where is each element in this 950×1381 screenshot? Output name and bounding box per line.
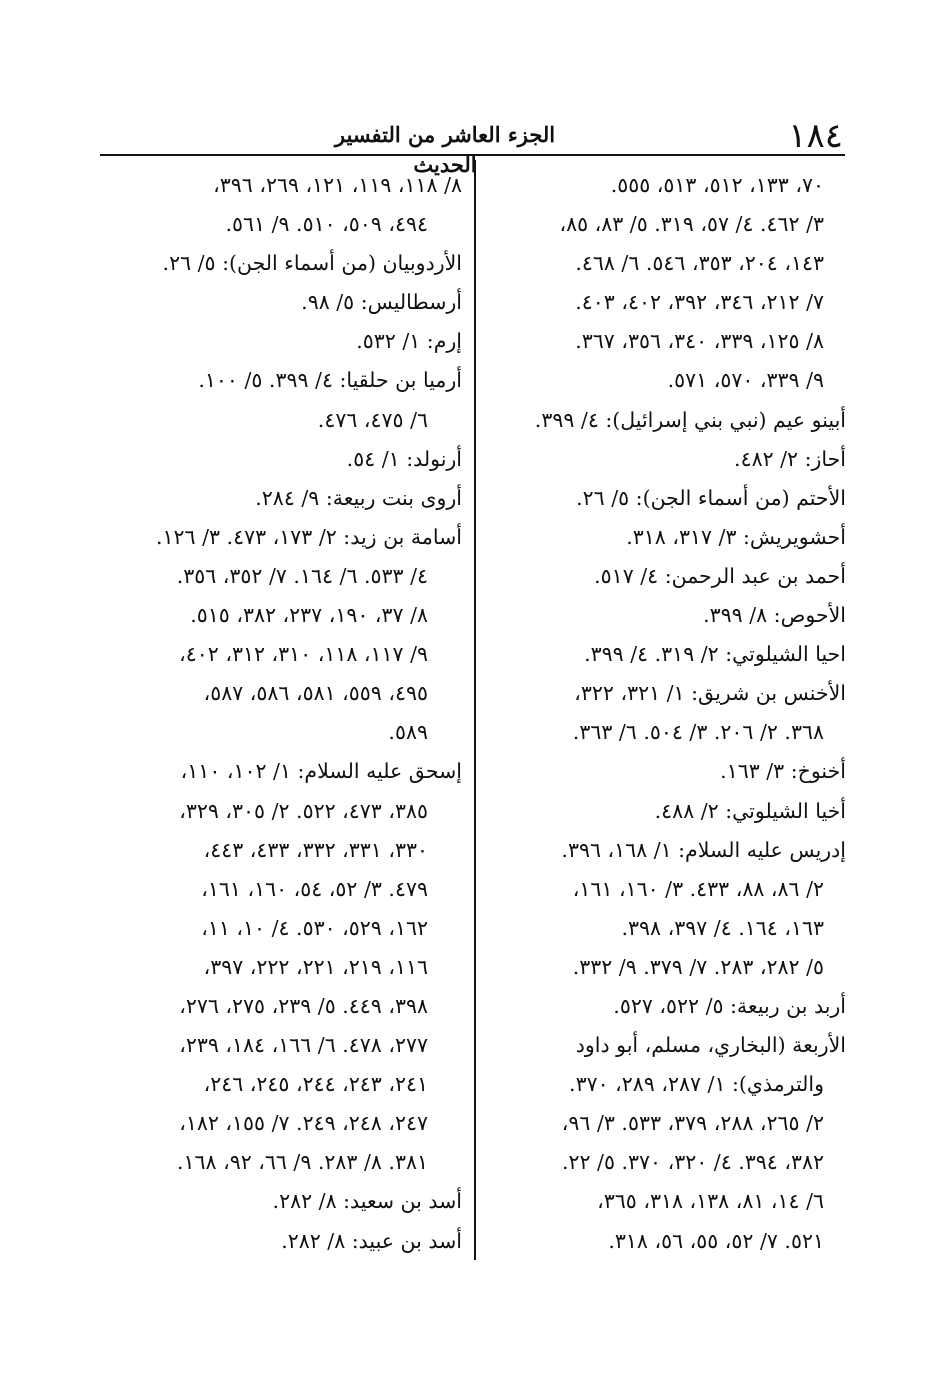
index-continuation-line: ٣/ ٤٦٢. ٤/ ٥٧، ٣١٩. ٥/ ٨٣، ٨٥، (559, 212, 824, 237)
index-continuation-line: ٢٤٧، ٢٤٨، ٢٤٩. ٧/ ١٥٥، ١٨٢، (179, 1111, 428, 1136)
index-entry-line: أرميا بن حلقيا: ٤/ ٣٩٩. ٥/ ١٠٠. (198, 368, 462, 393)
index-entry-line: الأحتم (من أسماء الجن): ٥/ ٢٦. (576, 485, 846, 510)
index-entry-line: أسد بن عبيد: ٨/ ٢٨٢. (281, 1228, 462, 1253)
index-entry-line: أحمد بن عبد الرحمن: ٤/ ٥١٧. (594, 563, 846, 588)
index-continuation-line: ٣٨٢، ٣٩٤. ٤/ ٣٢٠، ٣٧٠. ٥/ ٢٢. (561, 1150, 824, 1175)
index-continuation-line: ٢/ ٢٦٥، ٢٨٨، ٣٧٩، ٥٣٣. ٣/ ٩٦، (561, 1111, 824, 1136)
index-continuation-line: ٨/ ١٢٥، ٣٣٩، ٣٤٠، ٣٥٦، ٣٦٧. (575, 329, 824, 354)
index-continuation-line: ١٤٣، ٢٠٤، ٣٥٣، ٥٤٦. ٦/ ٤٦٨. (575, 251, 824, 276)
index-continuation-line: ٧/ ٢١٢، ٣٤٦، ٣٩٢، ٤٠٢، ٤٠٣. (575, 290, 824, 315)
index-continuation-line: ٥٨٩. (388, 720, 428, 745)
index-entry-line: أرنولد: ١/ ٥٤. (346, 446, 462, 471)
running-title: الجزء العاشر من التفسير الحديث (334, 122, 556, 177)
index-entry-line: الأحوص: ٨/ ٣٩٩. (703, 603, 846, 628)
index-entry-line: الأربعة (البخاري، مسلم، أبو داود (575, 1033, 846, 1058)
index-column-left (100, 166, 462, 1261)
index-entry-line: أسامة بن زيد: ٢/ ١٧٣، ٤٧٣. ٣/ ١٢٦. (156, 524, 462, 549)
column-rule (474, 160, 476, 1260)
index-continuation-line: ٤٩٤، ٥٠٩، ٥١٠. ٩/ ٥٦١. (225, 212, 428, 237)
index-continuation-line: ٣٣٠، ٣٣١، ٣٣٢، ٤٣٣، ٤٤٣، (203, 837, 428, 862)
index-continuation-line: ٩/ ٣٣٩، ٥٧٠، ٥٧١. (667, 368, 824, 393)
index-continuation-line: ٣٦٨. ٢/ ٢٠٦. ٣/ ٥٠٤. ٦/ ٣٦٣. (572, 720, 824, 745)
index-entry-line: احيا الشيلوتي: ٢/ ٣١٩. ٤/ ٣٩٩. (584, 642, 846, 667)
index-entry-line: إرم: ١/ ٥٣٢. (356, 329, 462, 354)
index-entry-line: أروى بنت ربيعة: ٩/ ٢٨٤. (255, 485, 462, 510)
index-continuation-line: ١١٦، ٢١٩، ٢٢١، ٢٢٢، ٣٩٧، (203, 954, 428, 979)
index-entry-line: إدريس عليه السلام: ١/ ١٦٨، ٣٩٦. (561, 837, 846, 862)
index-continuation-line: ٤٩٥، ٥٥٩، ٥٨١، ٥٨٦، ٥٨٧، (203, 681, 428, 706)
index-continuation-line: ٤٧٩. ٣/ ٥٢، ٥٤، ١٦٠، ١٦١، (201, 876, 428, 901)
index-entry-line: إسحق عليه السلام: ١/ ١٠٢، ١١٠، (180, 759, 462, 784)
index-continuation-line: ٣٨١. ٨/ ٢٨٣. ٩/ ٦٦، ٩٢، ١٦٨. (176, 1150, 428, 1175)
index-continuation-line: ٩/ ١١٧، ١١٨، ٣١٠، ٣١٢، ٤٠٢، (179, 642, 428, 667)
index-entry-line: الأردوبيان (من أسماء الجن): ٥/ ٢٦. (162, 251, 462, 276)
index-continuation-line: ٨/ ٣٧، ١٩٠، ٢٣٧، ٣٨٢، ٥١٥. (190, 603, 428, 628)
index-entry-line: أسد بن سعيد: ٨/ ٢٨٢. (272, 1189, 462, 1214)
page-number: ١٨٤ (788, 116, 843, 156)
index-entry-line: أربد بن ربيعة: ٥/ ٥٢٢، ٥٢٧. (613, 993, 846, 1018)
index-entry-line: أرسطاليس: ٥/ ٩٨. (301, 290, 462, 315)
index-continuation-line: ١٦٣، ١٦٤. ٤/ ٣٩٧، ٣٩٨. (621, 915, 824, 940)
index-entry-line: أحشويريش: ٣/ ٣١٧، ٣١٨. (626, 524, 846, 549)
index-continuation-line: والترمذي): ١/ ٢٨٧، ٢٨٩، ٣٧٠. (569, 1072, 824, 1097)
index-continuation-line: ٦/ ٤٧٥، ٤٧٦. (317, 407, 428, 432)
header-rule (100, 154, 845, 156)
index-continuation-line: ٧٠، ١٣٣، ٥١٢، ٥١٣، ٥٥٥. (610, 173, 824, 197)
index-column-right (490, 166, 846, 1261)
index-continuation-line: ٢/ ٨٦، ٨٨، ٤٣٣. ٣/ ١٦٠، ١٦١، (572, 876, 824, 901)
index-continuation-line: ١٦٢، ٥٢٩، ٥٣٠. ٤/ ١٠، ١١، (201, 915, 428, 940)
index-continuation-line: ٥٢١. ٧/ ٥٢، ٥٥، ٥٦، ٣١٨. (608, 1228, 824, 1253)
index-continuation-line: ٦/ ١٤، ٨١، ١٣٨، ٣١٨، ٣٦٥، (597, 1189, 824, 1214)
index-continuation-line: ٢٧٧، ٤٧٨. ٦/ ١٦٦، ١٨٤، ٢٣٩، (179, 1033, 428, 1058)
index-continuation-line: ٣٩٨، ٤٤٩. ٥/ ٢٣٩، ٢٧٥، ٢٧٦، (179, 993, 428, 1018)
index-entry-line: الأخنس بن شريق: ١/ ٣٢١، ٣٢٢، (574, 681, 846, 706)
index-entry-line: أحاز: ٢/ ٤٨٢. (734, 446, 846, 471)
index-entry-line: أخنوخ: ٣/ ١٦٣. (720, 759, 846, 784)
index-entry-line: ٨/ ١١٨، ١١٩، ١٢١، ٢٦٩، ٣٩٦، (213, 173, 462, 197)
index-entry-line: أخيا الشيلوتي: ٢/ ٤٨٨. (654, 798, 846, 823)
index-continuation-line: ٤/ ٥٣٣. ٦/ ١٦٤. ٧/ ٣٥٢، ٣٥٦. (176, 563, 428, 588)
index-continuation-line: ٥/ ٢٨٢، ٢٨٣. ٧/ ٣٧٩. ٩/ ٣٣٢. (572, 954, 824, 979)
index-entry-line: أبينو عيم (نبي بني إسرائيل): ٤/ ٣٩٩. (534, 407, 846, 432)
index-continuation-line: ٢٤١، ٢٤٣، ٢٤٤، ٢٤٥، ٢٤٦، (203, 1072, 428, 1097)
index-continuation-line: ٣٨٥، ٤٧٣، ٥٢٢. ٢/ ٣٠٥، ٣٢٩، (179, 798, 428, 823)
